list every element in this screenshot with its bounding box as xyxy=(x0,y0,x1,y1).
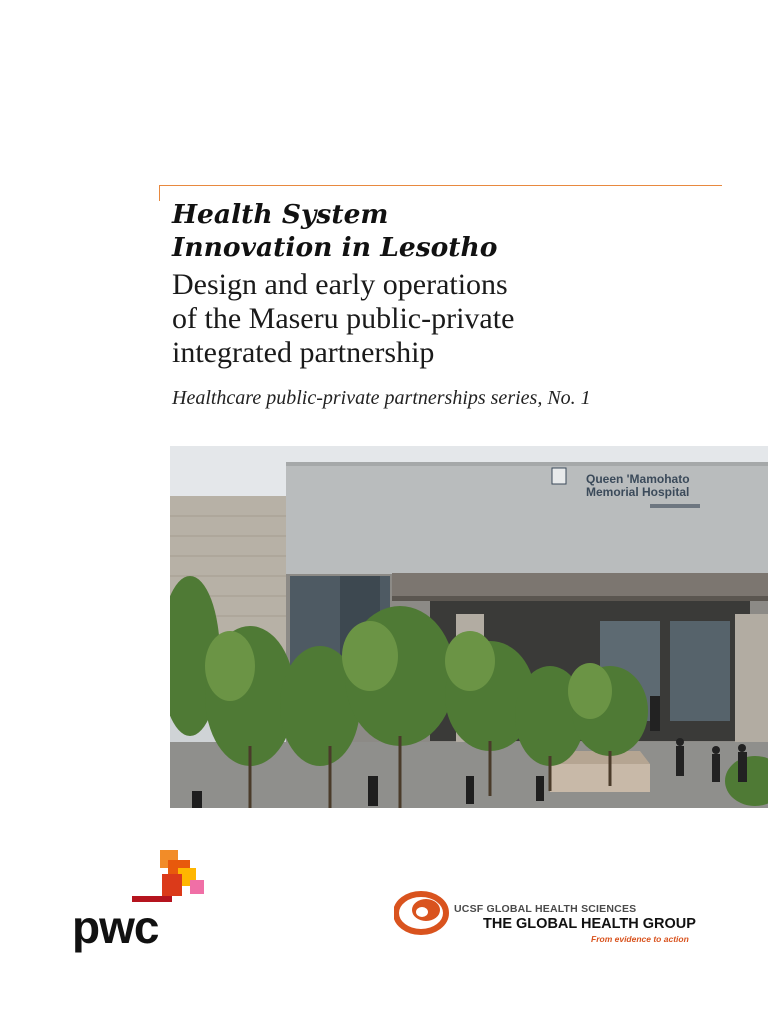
subtitle-line-3: integrated partnership xyxy=(172,336,435,369)
hospital-illustration xyxy=(170,446,768,808)
document-title xyxy=(172,198,712,264)
subtitle-line-1: Design and early operations xyxy=(172,268,508,301)
title-line-1: Health System xyxy=(172,199,389,230)
pwc-logo xyxy=(72,850,212,960)
pwc-square xyxy=(190,880,204,894)
top-rule-corner xyxy=(159,185,160,201)
pwc-square xyxy=(162,874,182,896)
ghg-line-2: THE GLOBAL HEALTH GROUP xyxy=(483,916,696,932)
top-rule xyxy=(159,185,722,186)
subtitle-line-2: of the Maseru public-private xyxy=(172,302,515,335)
title-line-2: Innovation in Lesotho xyxy=(172,232,498,263)
hospital-sign-line-1: Queen 'Mamohato xyxy=(586,472,690,486)
document-subtitle xyxy=(172,268,732,370)
ghg-emblem-icon xyxy=(394,888,450,940)
ghg-tagline: From evidence to action xyxy=(591,934,689,944)
pwc-wordmark: pwc xyxy=(72,901,159,953)
series-label: Healthcare public-private partnerships series, No. 1 xyxy=(172,387,591,409)
ghg-line-1: UCSF GLOBAL HEALTH SCIENCES xyxy=(454,903,637,915)
hospital-sign-line-2: Memorial Hospital xyxy=(586,485,690,499)
global-health-group-logo xyxy=(394,888,714,948)
hospital-photo xyxy=(170,446,768,808)
